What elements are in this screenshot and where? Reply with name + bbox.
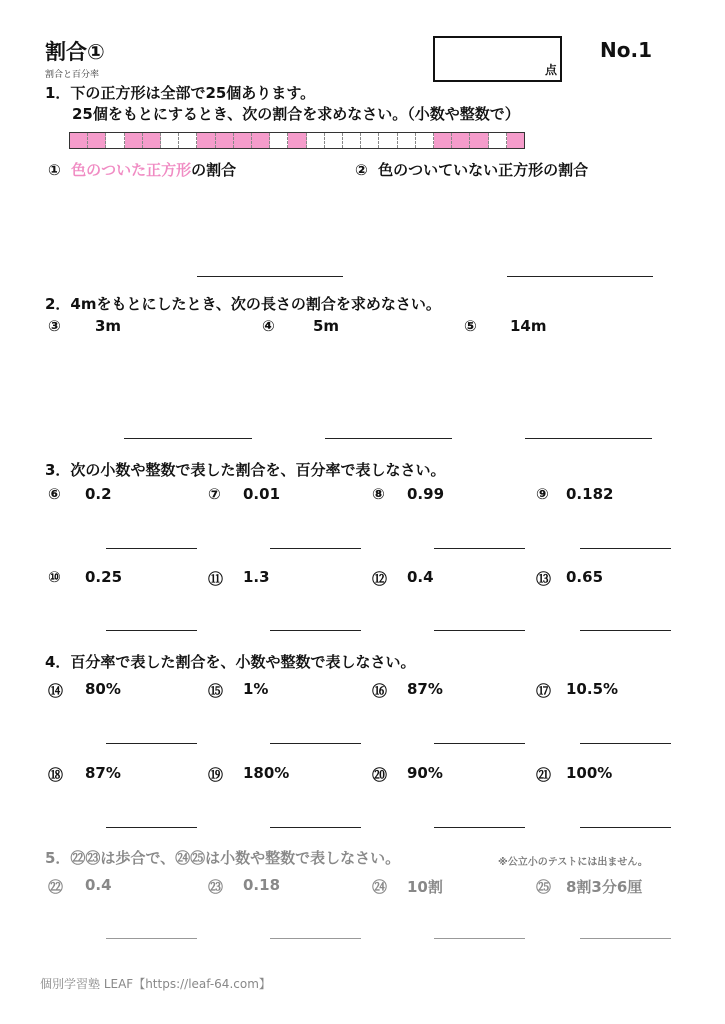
item-label: の割合	[191, 161, 237, 179]
item-number: ⑫	[372, 570, 388, 588]
item-value: 80%	[85, 680, 121, 698]
item-number: ㉔	[372, 878, 388, 896]
colored-square	[234, 133, 252, 148]
answer-line	[580, 630, 671, 631]
worksheet-subtitle: 割合と百分率	[45, 70, 100, 80]
item-number: ⑧	[372, 485, 385, 503]
colored-square	[88, 133, 106, 148]
item-number: ⑯	[372, 682, 388, 700]
answer-line	[106, 630, 197, 631]
answer-line	[434, 743, 525, 744]
item-number: ⑰	[536, 682, 552, 700]
score-box	[433, 36, 562, 82]
blank-square	[398, 133, 416, 148]
blank-square	[270, 133, 288, 148]
blank-square	[489, 133, 507, 148]
answer-line	[434, 938, 525, 939]
item-value: 8割3分6厘	[566, 878, 643, 896]
item-number: ㉑	[536, 766, 552, 784]
item-value: 0.4	[85, 876, 112, 894]
item-value: 0.65	[566, 568, 604, 586]
item-value: 1.3	[243, 568, 270, 586]
item-number: ③	[48, 317, 61, 335]
item-value: 100%	[566, 764, 613, 782]
blank-square	[179, 133, 197, 148]
colored-square	[288, 133, 306, 148]
item-value: 14m	[510, 317, 547, 335]
answer-line	[270, 827, 361, 828]
answer-line	[580, 743, 671, 744]
item-number: ④	[262, 317, 275, 335]
q3-title: 3．次の小数や整数で表した割合を、百分率で表しなさい。	[45, 461, 446, 479]
item-number: ⑳	[372, 766, 388, 784]
item-number: ②	[355, 161, 368, 179]
q1-line1: 1．下の正方形は全部で25個あります。	[45, 84, 316, 102]
item-value: 3m	[95, 317, 122, 335]
item-number: ⑮	[208, 682, 224, 700]
colored-square	[252, 133, 270, 148]
item-label: 色のついていない正方形の割合	[378, 161, 589, 179]
item-number: ⑨	[536, 485, 549, 503]
item-number: ⑱	[48, 766, 64, 784]
item-value: 0.182	[566, 485, 614, 503]
answer-line	[580, 827, 671, 828]
item-value: 87%	[407, 680, 443, 698]
item-value: 1%	[243, 680, 269, 698]
blank-square	[379, 133, 397, 148]
answer-line	[270, 548, 361, 549]
answer-line	[106, 548, 197, 549]
item-value: 5m	[313, 317, 340, 335]
item-number: ⑪	[208, 570, 224, 588]
answer-line	[270, 743, 361, 744]
answer-line	[197, 276, 343, 277]
q1-item-1	[48, 159, 236, 180]
colored-square	[125, 133, 143, 148]
item-value: 0.99	[407, 485, 445, 503]
answer-line	[507, 276, 653, 277]
item-value: 0.25	[85, 568, 123, 586]
blank-square	[307, 133, 325, 148]
answer-line	[580, 938, 671, 939]
colored-square	[470, 133, 488, 148]
answer-line	[106, 827, 197, 828]
square-strip	[69, 132, 525, 149]
item-value: 180%	[243, 764, 290, 782]
item-value: 0.4	[407, 568, 434, 586]
item-number: ⑦	[208, 485, 221, 503]
answer-line	[106, 743, 197, 744]
item-value: 0.01	[243, 485, 281, 503]
colored-square	[434, 133, 452, 148]
answer-line	[270, 938, 361, 939]
answer-line	[124, 438, 252, 439]
q1-item-2	[355, 159, 588, 180]
answer-line	[270, 630, 361, 631]
q5-note: ※公立小のテストには出ません。	[498, 857, 648, 868]
item-number: ⑥	[48, 485, 61, 503]
blank-square	[161, 133, 179, 148]
item-value: 0.2	[85, 485, 112, 503]
item-number: ⑩	[48, 568, 61, 586]
answer-line	[580, 548, 671, 549]
item-number: ㉒	[48, 878, 64, 896]
score-unit: 点	[544, 63, 557, 77]
colored-square	[216, 133, 234, 148]
blank-square	[325, 133, 343, 148]
blank-square	[361, 133, 379, 148]
blank-square	[416, 133, 434, 148]
item-number: ①	[48, 161, 61, 179]
answer-line	[434, 548, 525, 549]
item-value: 10割	[407, 878, 443, 896]
q2-title: 2．4mをもとにしたとき、次の長さの割合を求めなさい。	[45, 295, 441, 313]
colored-square	[70, 133, 88, 148]
colored-label: 色のついた正方形	[71, 161, 192, 179]
item-number: ㉓	[208, 878, 224, 896]
answer-line	[434, 630, 525, 631]
item-value: 10.5%	[566, 680, 619, 698]
colored-square	[452, 133, 470, 148]
colored-square	[197, 133, 215, 148]
blank-square	[343, 133, 361, 148]
item-number: ⑲	[208, 766, 224, 784]
item-number: ⑭	[48, 682, 64, 700]
answer-line	[525, 438, 652, 439]
blank-square	[106, 133, 124, 148]
worksheet-title: 割合①	[45, 40, 105, 64]
footer-credit: 個別学習塾 LEAF【https://leaf-64.com】	[40, 977, 271, 991]
item-value: 87%	[85, 764, 121, 782]
colored-square	[507, 133, 524, 148]
colored-square	[143, 133, 161, 148]
item-number: ⑬	[536, 570, 552, 588]
q5-title: 5．㉒㉓は歩合で、㉔㉕は小数や整数で表しなさい。	[45, 849, 401, 867]
item-number: ㉕	[536, 878, 552, 896]
sheet-number: No.1	[600, 38, 652, 62]
item-value: 90%	[407, 764, 443, 782]
answer-line	[434, 827, 525, 828]
q4-title: 4．百分率で表した割合を、小数や整数で表しなさい。	[45, 653, 416, 671]
item-number: ⑤	[464, 317, 477, 335]
answer-line	[325, 438, 452, 439]
q1-line2: 25個をもとにするとき、次の割合を求めなさい。（小数や整数で）	[72, 105, 520, 123]
answer-line	[106, 938, 197, 939]
item-value: 0.18	[243, 876, 281, 894]
